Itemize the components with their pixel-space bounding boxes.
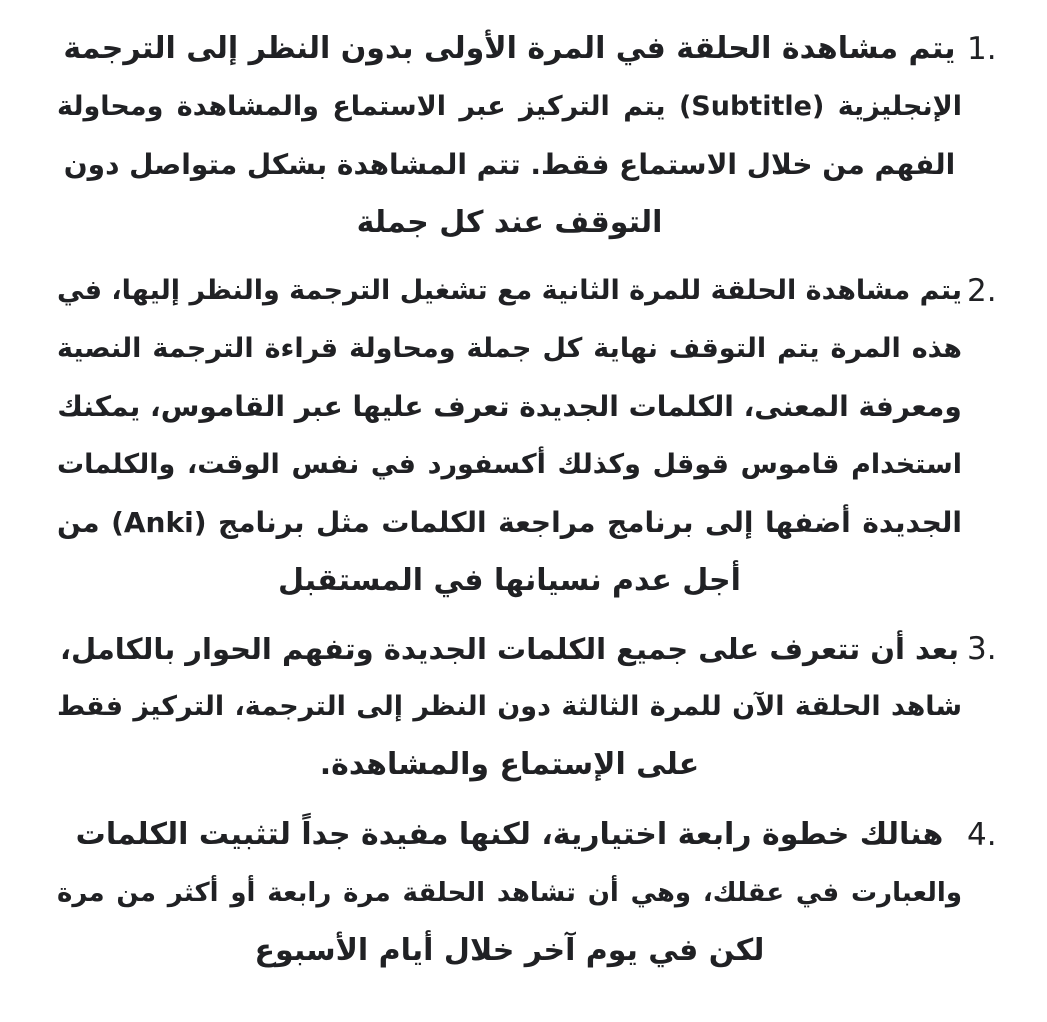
list-item-number: 1. [967, 31, 997, 67]
list-item-text [57, 620, 962, 794]
text-line: الإنجليزية (Subtitle) يتم التركيز عبر الاستماع والمشاهدة ومحاولة [57, 91, 962, 122]
text-line: لكن في يوم آخر خلال أيام الأسبوع [254, 933, 765, 968]
list-item-text [57, 806, 962, 980]
text-line: يتم مشاهدة الحلقة في المرة الأولى بدون النظر إلى الترجمة [63, 31, 956, 66]
text-line: استخدام قاموس قوقل وكذلك أكسفورد في نفس الوقت، والكلمات [57, 449, 962, 480]
list-item-number: 4. [967, 817, 997, 853]
list-item-text [57, 20, 962, 252]
list-item-number: 3. [967, 631, 997, 667]
text-line: الجديدة أضفها إلى برنامج مراجعة الكلمات مثل برنامج (Anki) من [57, 506, 962, 539]
text-line: يتم مشاهدة الحلقة للمرة الثانية مع تشغيل الترجمة والنظر إليها، في [57, 275, 962, 306]
text-line: ومعرفة المعنى، الكلمات الجديدة تعرف عليها عبر القاموس، يمكنك [57, 390, 962, 423]
text-line: على الإستماع والمشاهدة. [319, 747, 700, 782]
text-line: الفهم من خلال الاستماع فقط. تتم المشاهدة بشكل متواصل دون [63, 148, 956, 181]
list-item-text [57, 262, 962, 610]
list-item-number: 2. [967, 273, 997, 309]
text-line: أجل عدم نسيانها في المستقبل [278, 563, 741, 598]
text-line: التوقف عند كل جملة [356, 205, 663, 240]
text-line: هنالك خطوة رابعة اختيارية، لكنها مفيدة جداً لتثبيت الكلمات [75, 817, 944, 852]
text-line: شاهد الحلقة الآن للمرة الثالثة دون النظر إلى الترجمة، التركيز فقط [57, 691, 962, 722]
text-line: هذه المرة يتم التوقف نهاية كل جملة ومحاولة قراءة الترجمة النصية [57, 333, 962, 364]
text-line: والعبارت في عقلك، وهي أن تشاهد الحلقة مرة رابعة أو أكثر من مرة [57, 878, 962, 908]
text-line: بعد أن تتعرف على جميع الكلمات الجديدة وتفهم الحوار بالكامل، [59, 632, 960, 666]
